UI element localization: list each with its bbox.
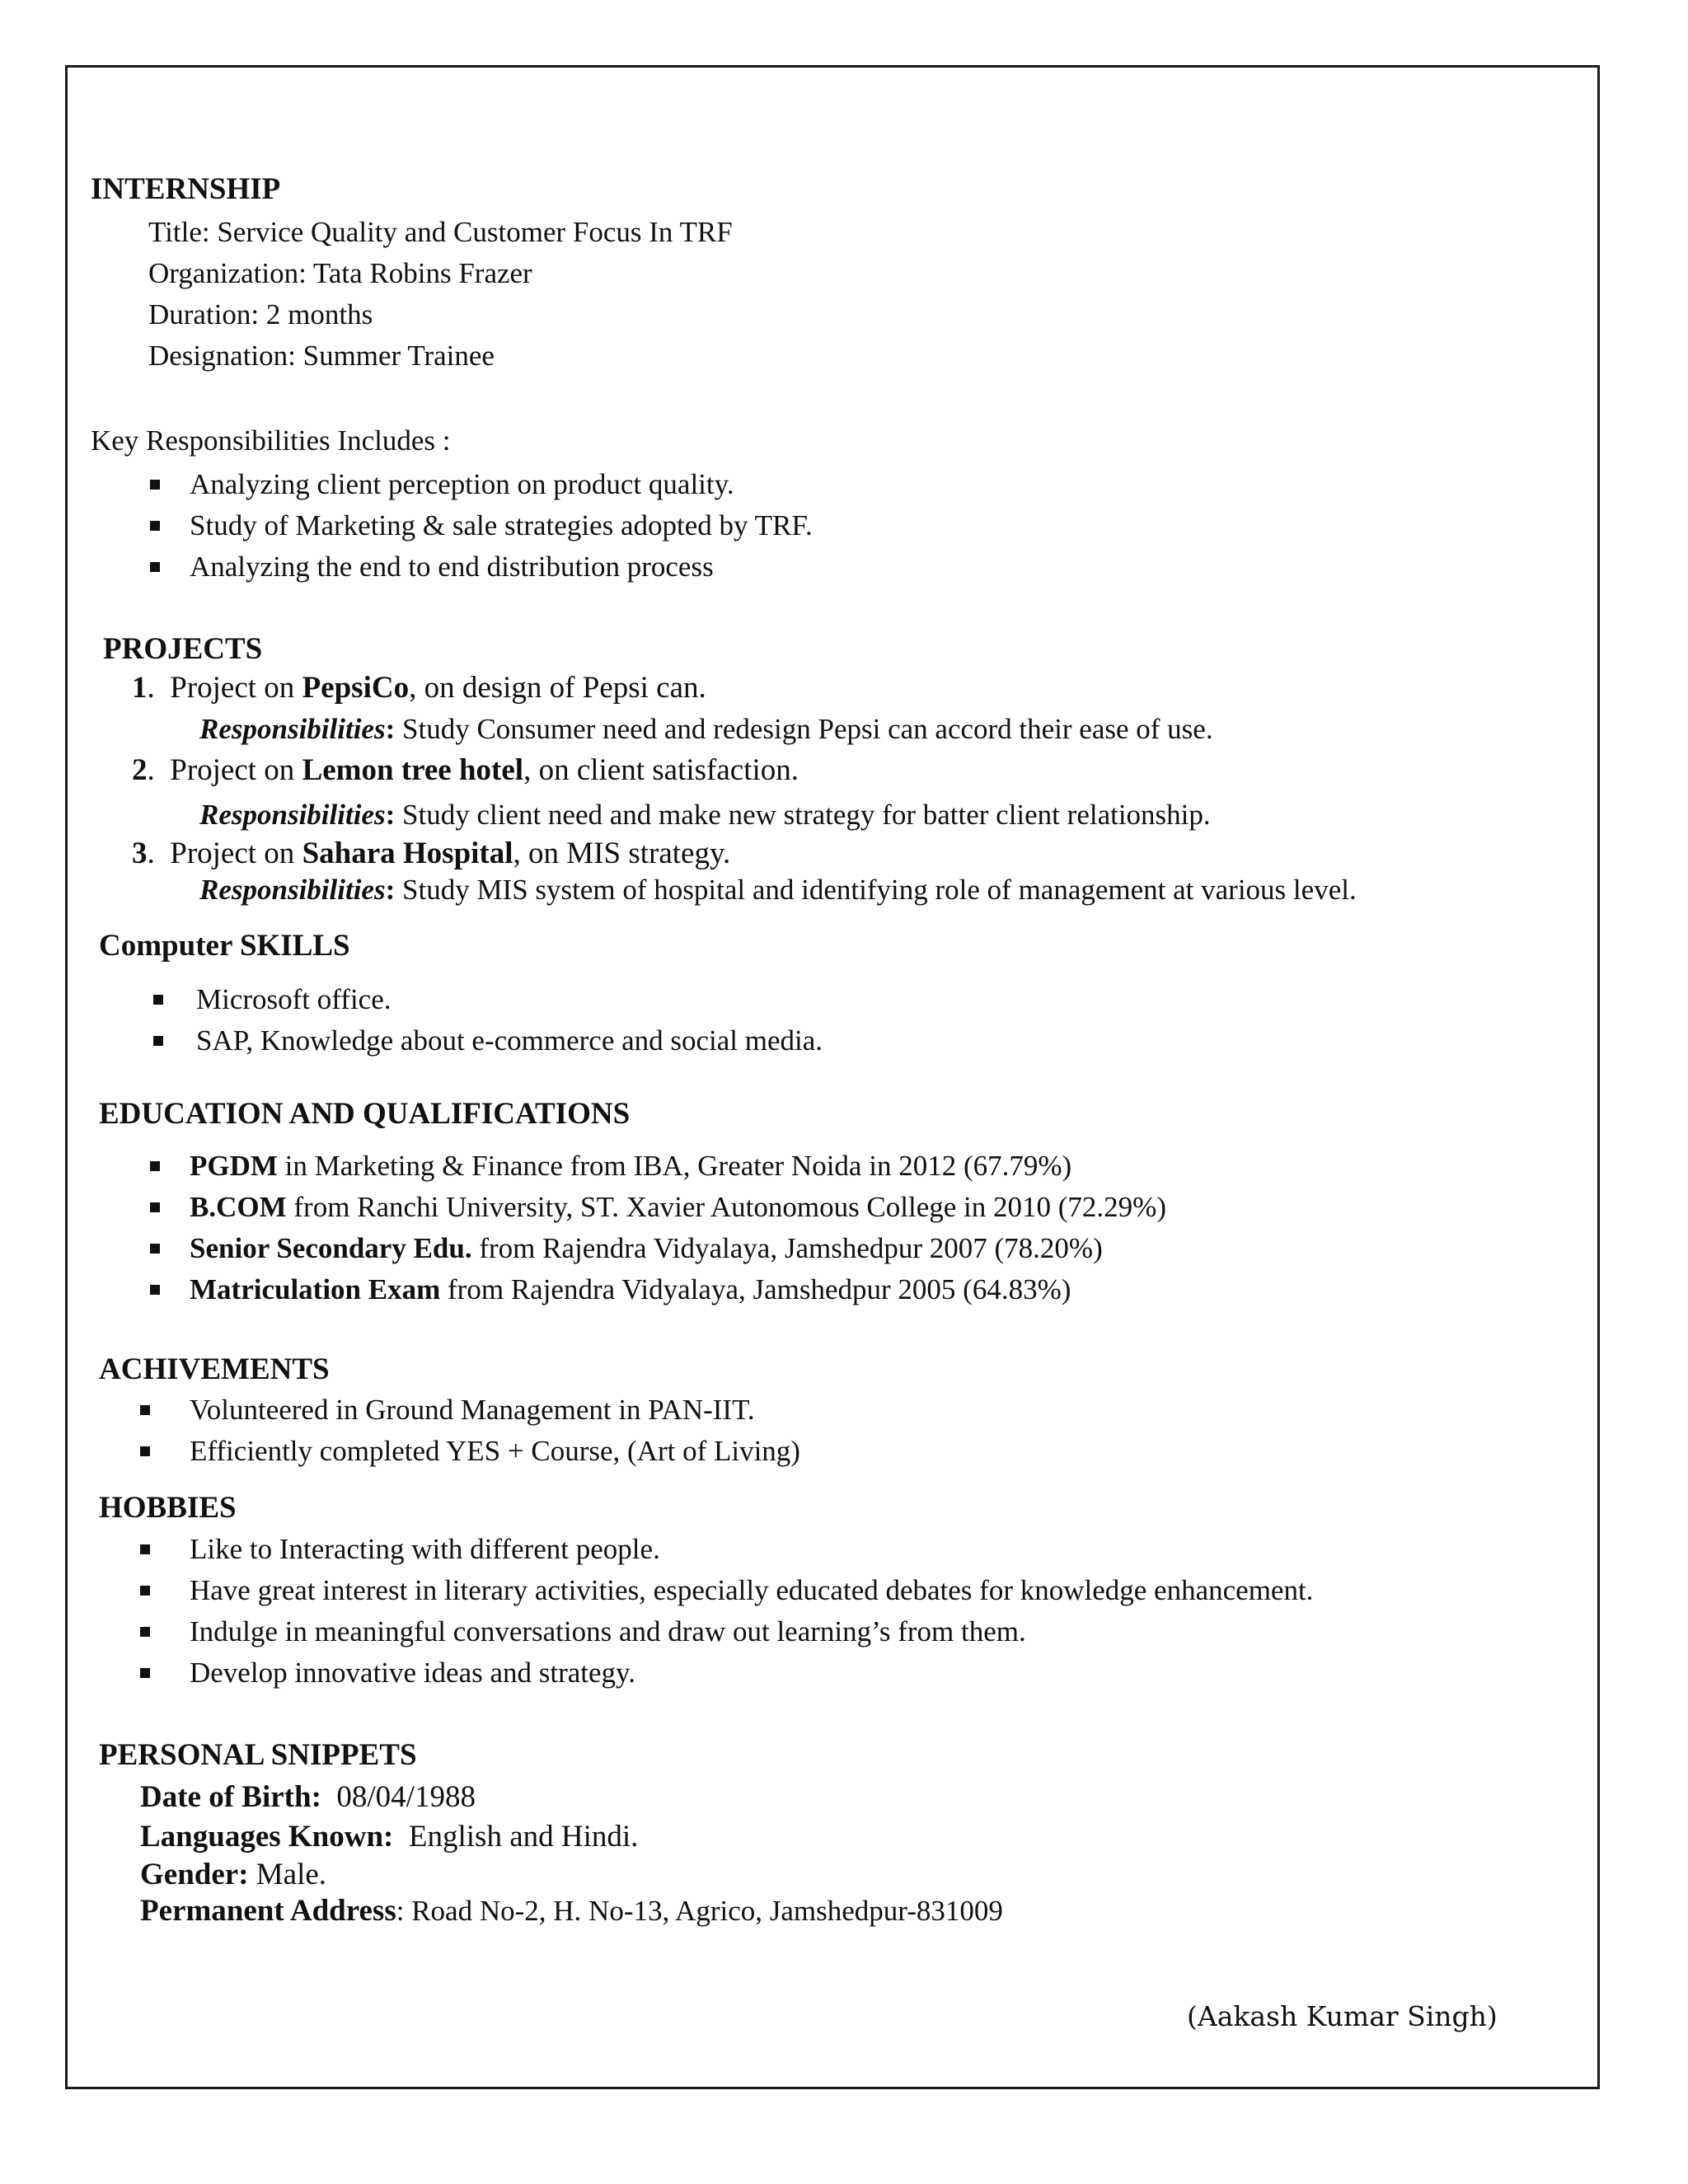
bullet-icon <box>150 562 160 572</box>
project-responsibility: Responsibilities: Study client need and make new strategy for batter client relationship. <box>199 799 1211 831</box>
key-responsibilities <box>91 420 450 462</box>
achievements-heading: ACHIVEMENTS <box>99 1352 330 1386</box>
dob-row: Date of Birth: 08/04/1988 <box>140 1780 476 1814</box>
education-list <box>150 1146 1166 1310</box>
list-item: Senior Secondary Edu. from Rajendra Vidyalaya, Jamshedpur 2007 (78.20%) <box>150 1228 1166 1269</box>
hobbies-list <box>140 1529 1313 1694</box>
bullet-icon <box>140 1586 150 1596</box>
projects-section <box>103 631 262 668</box>
bullet-icon <box>150 1161 160 1171</box>
internship-responsibility-list <box>150 464 813 588</box>
hobbies-heading: HOBBIES <box>99 1491 237 1525</box>
gender-row: Gender: Male. <box>140 1858 327 1891</box>
computer-skills-heading: Computer SKILLS <box>99 929 350 963</box>
hobbies-section <box>99 1490 237 1526</box>
bullet-icon <box>150 480 160 490</box>
address-row: Permanent Address: Road No-2, H. No-13, Agrico, Jamshedpur-831009 <box>140 1894 1003 1928</box>
project-item: 1. Project on PepsiCo, on design of Pepsi can. <box>132 671 706 705</box>
project-name: PepsiCo <box>302 671 410 705</box>
list-item: Analyzing client perception on product quality. <box>150 464 813 505</box>
achievements-section <box>99 1352 330 1388</box>
internship-organization: Organization: Tata Robins Frazer <box>148 257 532 289</box>
computer-skills-section <box>99 928 350 964</box>
bullet-icon <box>150 521 160 531</box>
projects-list <box>132 668 1357 908</box>
list-item: B.COM from Ranchi University, ST. Xavier Autonomous College in 2010 (72.29%) <box>150 1187 1166 1228</box>
bullet-icon <box>140 1544 150 1554</box>
personal-section <box>99 1737 417 1774</box>
bullet-icon <box>153 1036 163 1046</box>
achievements-list <box>140 1390 800 1472</box>
signature-name: (Aakash Kumar Singh) <box>1187 2000 1498 2032</box>
projects-heading: PROJECTS <box>103 632 263 666</box>
education-heading: EDUCATION AND QUALIFICATIONS <box>99 1097 631 1131</box>
languages-row: Languages Known: English and Hindi. <box>140 1820 639 1854</box>
bullet-icon <box>140 1627 150 1637</box>
bullet-icon <box>150 1285 160 1295</box>
personal-details <box>140 1778 1003 1929</box>
bullet-icon <box>140 1446 150 1456</box>
project-item: 3. Project on Sahara Hospital, on MIS strategy. <box>132 837 731 870</box>
list-item: PGDM in Marketing & Finance from IBA, Greater Noida in 2012 (67.79%) <box>150 1146 1166 1187</box>
project-responsibility: Responsibilities: Study MIS system of hospital and identifying role of management at various level. <box>199 874 1357 906</box>
list-item: Indulge in meaningful conversations and draw out learning’s from them. <box>140 1611 1313 1652</box>
internship-title: Title: Service Quality and Customer Focus In TRF <box>148 216 733 248</box>
personal-heading: PERSONAL SNIPPETS <box>99 1738 417 1772</box>
list-item: Microsoft office. <box>153 979 823 1020</box>
computer-skills-list <box>153 979 823 1062</box>
list-item: Like to Interacting with different people. <box>140 1529 1313 1570</box>
list-item: Analyzing the end to end distribution process <box>150 546 813 588</box>
bullet-icon <box>150 1244 160 1254</box>
project-responsibility: Responsibilities: Study Consumer need and redesign Pepsi can accord their ease of use. <box>199 713 1213 745</box>
key-responsibilities-label: Key Responsibilities Includes : <box>91 424 451 457</box>
list-item: Develop innovative ideas and strategy. <box>140 1652 1313 1694</box>
bullet-icon <box>140 1668 150 1678</box>
list-item: SAP, Knowledge about e-commerce and social media. <box>153 1020 823 1062</box>
internship-heading: INTERNSHIP <box>91 172 281 206</box>
list-item: Matriculation Exam from Rajendra Vidyalaya, Jamshedpur 2005 (64.83%) <box>150 1269 1166 1310</box>
bullet-icon <box>140 1405 150 1415</box>
internship-details <box>148 212 733 377</box>
project-item: 2. Project on Lemon tree hotel, on client satisfaction. <box>132 753 799 787</box>
internship-section <box>91 171 280 208</box>
list-item: Volunteered in Ground Management in PAN-IIT. <box>140 1390 800 1431</box>
list-item: Efficiently completed YES + Course, (Art of Living) <box>140 1431 800 1472</box>
project-name: Sahara Hospital <box>302 837 513 870</box>
education-section <box>99 1096 630 1132</box>
bullet-icon <box>150 1202 160 1212</box>
project-name: Lemon tree hotel <box>302 753 524 787</box>
internship-duration: Duration: 2 months <box>148 298 373 330</box>
bullet-icon <box>153 995 163 1005</box>
internship-designation: Designation: Summer Trainee <box>148 340 495 372</box>
list-item: Have great interest in literary activities, especially educated debates for knowledge enhancement. <box>140 1570 1313 1611</box>
list-item: Study of Marketing & sale strategies adopted by TRF. <box>150 505 813 546</box>
